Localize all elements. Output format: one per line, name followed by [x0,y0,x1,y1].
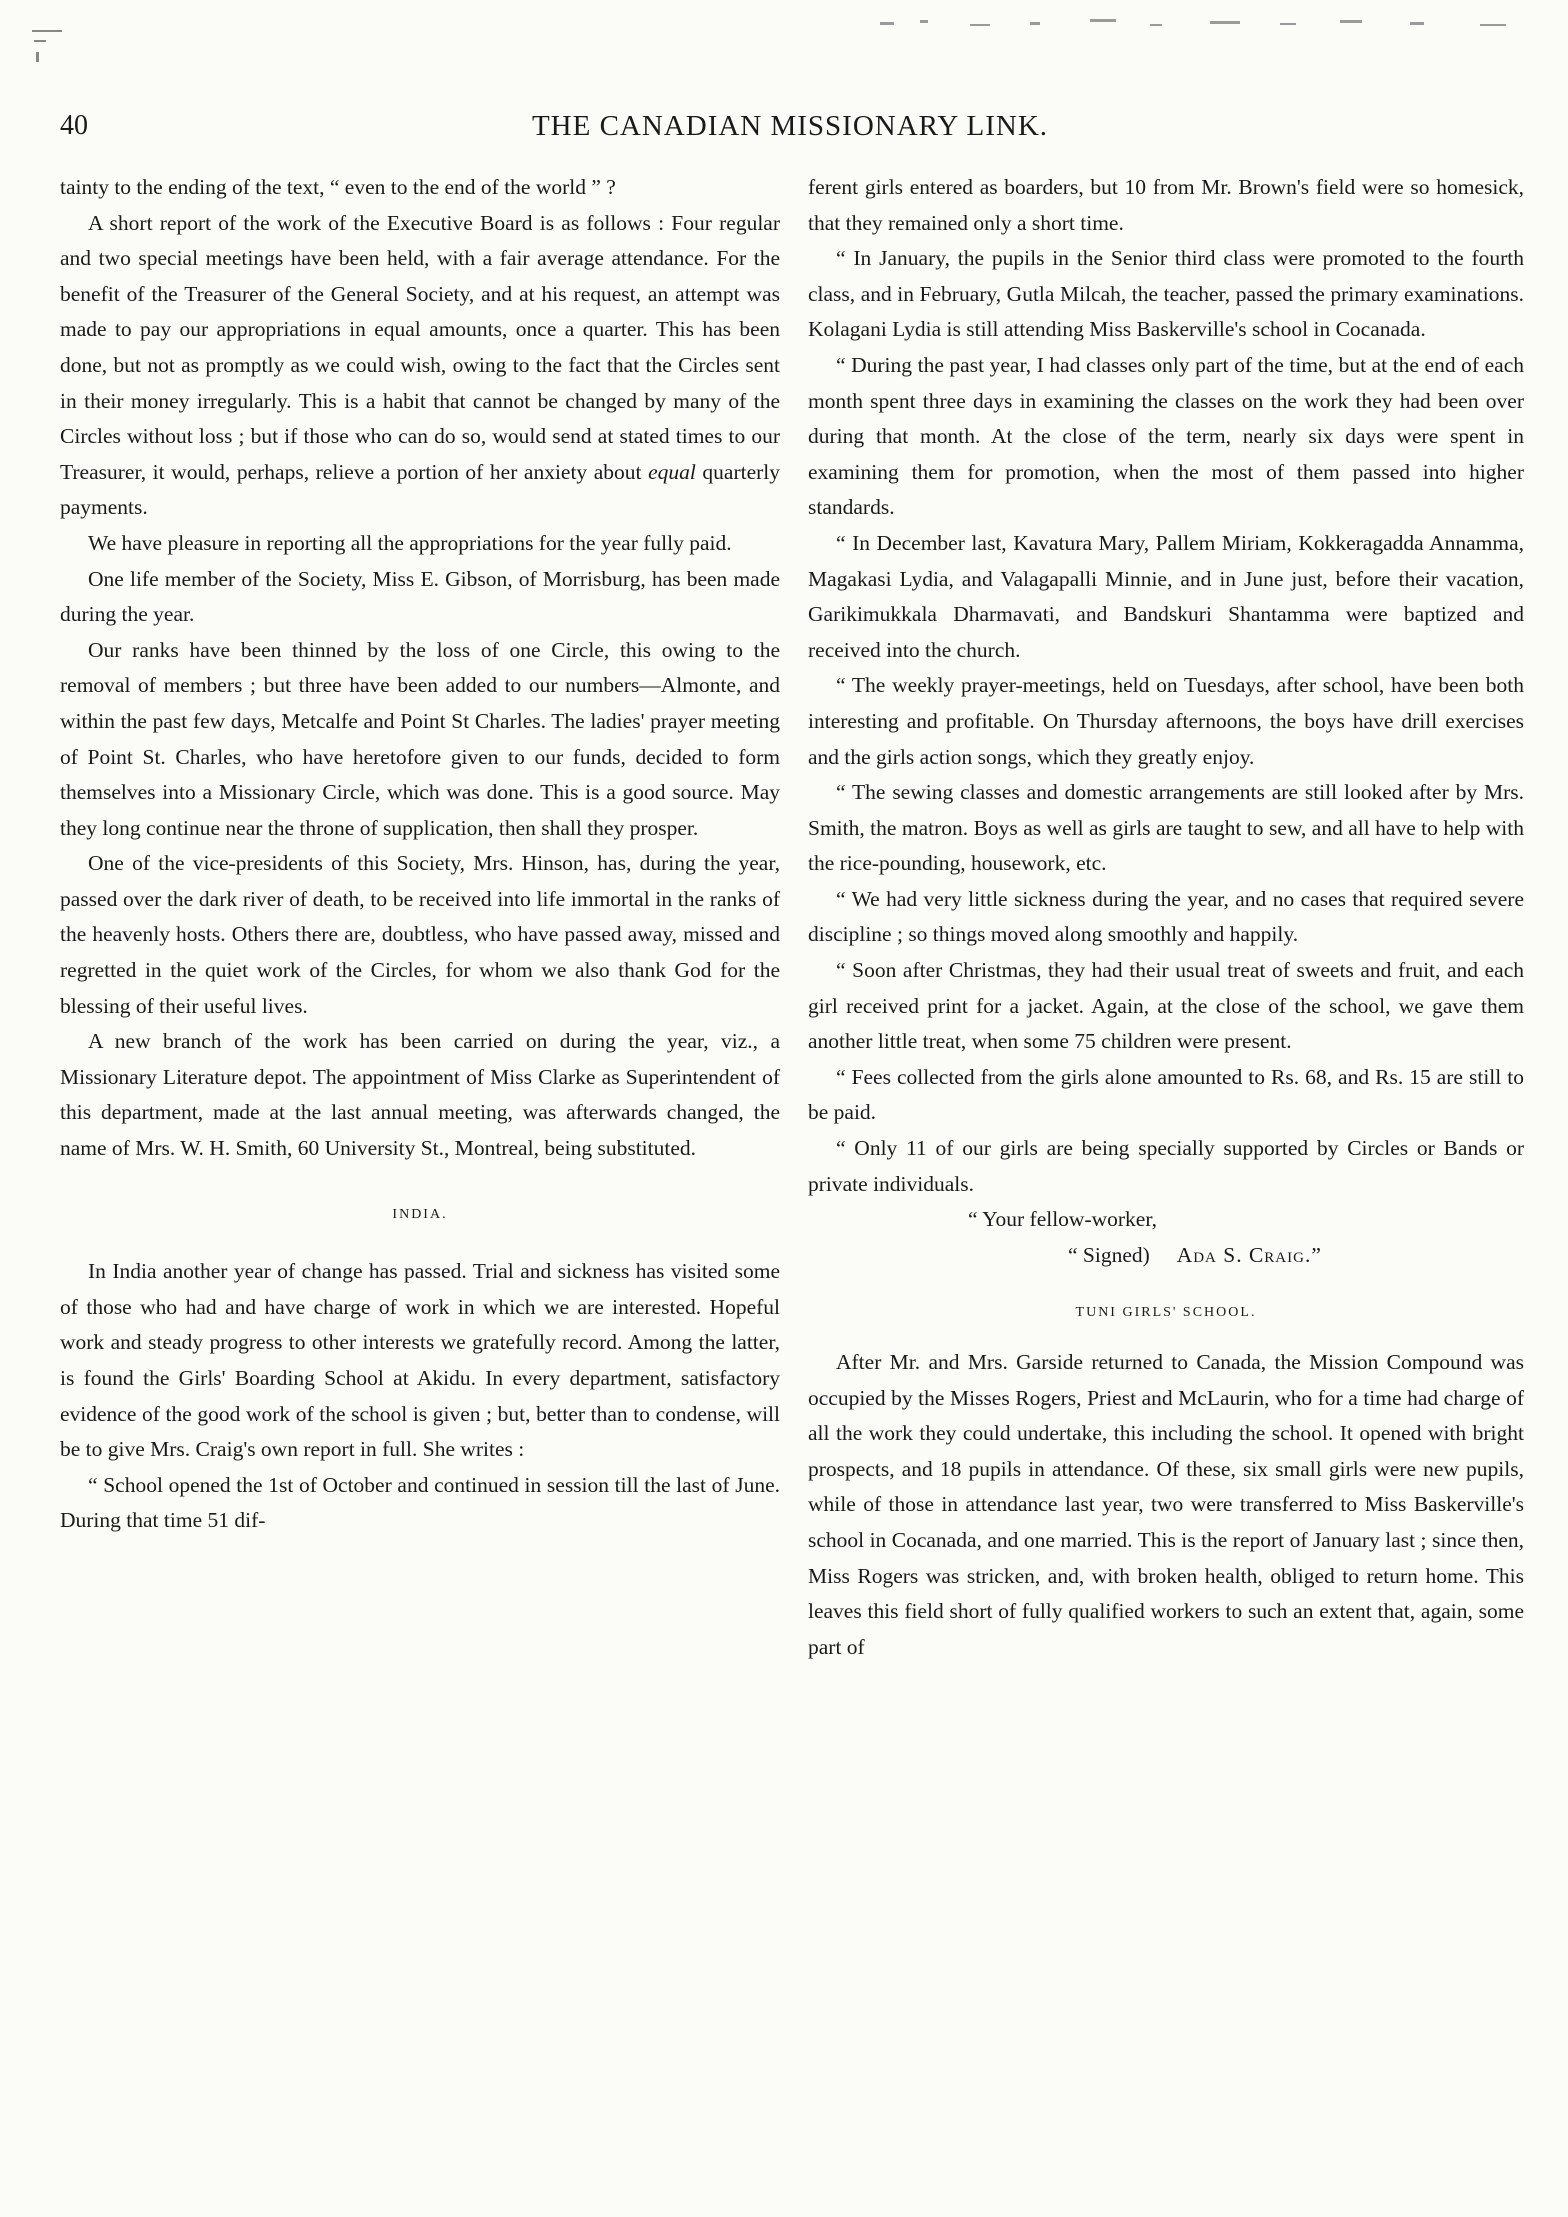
paragraph: “ The sewing classes and domestic arrangements are still looked after by Mrs. Smith, the matron. Boys as well as girls are taught to sew, and all have to help with the rice-pounding, housework, etc. [808,780,1524,876]
paragraph: A new branch of the work has been carried on during the year, viz., a Missionary Literature depot. The appointment of Miss Clarke as Superintendent of this department, made at the last annual meeting, was afterwards changed, the name of Mrs. W. H. Smith, 60 University St., Montreal, being substituted. [60,1029,780,1161]
paragraph: “ We had very little sickness during the year, and no cases that required severe discipline ; so things moved along smoothly and happily. [808,886,1524,947]
paragraph: After Mr. and Mrs. Garside returned to Canada, the Mission Compound was occupied by the Misses Rogers, Priest and McLaurin, who for a time had charge of all the work they could undertake, this including the school. It opened with bright prospects, and 18 pupils in attendance. Of these, six small girls were new pupils, while of those in attendance last year, two were transferred to Miss Baskerville's school in Cocanada, and one married. This is the report of January last ; since then, Miss Rogers was stricken, and, with broken health, obliged to return home. This leaves this field short of fully qualified workers to such an extent that, again, some part of [808,1350,1524,1659]
left-column [60,170,780,1539]
paragraph: tainty to the ending of the text, “ even to the end of the world ” ? [60,175,616,199]
paragraph: “ During the past year, I had classes only part of the time, but at the end of each month spent three days in examining the classes on the work they had been over during that month. At the close of the term, nearly six days were spent in examining them for promotion, when the most of them passed into higher standards. [808,352,1524,520]
closing-line: “ Your fellow-worker, [968,1207,1158,1232]
running-title: THE CANADIAN MISSIONARY LINK. [531,110,1049,142]
section-heading-tuni: TUNI GIRLS' SCHOOL. [1075,1305,1257,1321]
paragraph: In India another year of change has passed. Trial and sickness has visited some of those who had and have charge of work in which we are interested. Hopeful work and steady progress to other interests we gratefully record. Among the latter, is found the Girls' Boarding School at Akidu. In every department, satisfactory evidence of the good work of the school is given ; but, better than to condense, will be to give Mrs. Craig's own report in full. She writes : [60,1259,780,1462]
scan-mark [30,22,80,82]
paragraph: “ The weekly prayer-meetings, held on Tuesdays, after school, have been both interesting and profitable. On Thursday afternoons, the boys have drill exercises and the girls action songs, which they greatly enjoy. [808,673,1524,769]
paragraph: “ School opened the 1st of October and continued in session till the last of June. During that time 51 dif- [60,1472,780,1533]
signature: Ada S. Craig.” [1176,1242,1322,1267]
paragraph: We have pleasure in reporting all the appropriations for the year fully paid. [88,530,732,555]
paragraph: One life member of the Society, Miss E. Gibson, of Morrisburg, has been made during the year. [60,566,780,627]
paragraph: A short report of the work of the Executive Board is as follows : Four regular and two special meetings have been held, with a fair average attendance. For the benefit of the Treasurer of the General Society, and at his request, an attempt was made to pay our appropriations in equal amounts, once a quarter. This has been done, but not as promptly as we could wish, owing to the fact that the Circles sent in their money irregularly. This is a habit that cannot be changed by many of the Circles without loss ; but if those who can do so, would send at stated times to our Treasurer, it would, perhaps, relieve a portion of her anxiety about equal quarterly payments. [60,210,781,520]
paragraph: One of the vice-presidents of this Society, Mrs. Hinson, has, during the year, passed over the dark river of death, to be received into life immortal in the ranks of the heavenly hosts. Others there are, doubtless, who have passed away, missed and regretted in the quiet work of the Circles, for whom we also thank God for the blessing of their useful lives. [60,851,780,1018]
paragraph: ferent girls entered as boarders, but 10 from Mr. Brown's field were so homesick, that they remained only a short time. [808,175,1524,235]
section-heading-india: INDIA. [392,1206,448,1222]
right-column [808,170,1524,1665]
paragraph: “ Only 11 of our girls are being specially supported by Circles or Bands or private individuals. [808,1136,1524,1196]
paragraph: “ In January, the pupils in the Senior third class were promoted to the fourth class, and in February, Gutla Milcah, the teacher, passed the primary examinations. Kolagani Lydia is still attending Miss Baskerville's school in Cocanada. [808,246,1524,342]
signature-line: “ Signed) Ada S. Craig.” [1068,1242,1322,1267]
page-header [60,110,1520,150]
page-number: 40 [60,110,88,141]
paragraph: Our ranks have been thinned by the loss of one Circle, this owing to the removal of members ; but three have been added to our numbers—Almonte, and within the past few days, Metcalfe and Point St Charles. The ladies' prayer meeting of Point St. Charles, who have heretofore given to our funds, decided to form themselves into a Missionary Circle, which was done. This is a good source. May they long continue near the throne of supplication, then shall they prosper. [60,637,780,840]
paragraph: “ Soon after Christmas, they had their usual treat of sweets and fruit, and each girl received print for a jacket. Again, at the close of the school, we gave them another little treat, when some 75 children were present. [808,958,1524,1054]
scan-noise [880,10,1540,40]
paragraph: “ In December last, Kavatura Mary, Pallem Miriam, Kokkeragadda Annamma, Magakasi Lydia, and Valagapalli Minnie, and in June just, before their vacation, Garikimukkala Dharmavati, and Bandskuri Shantamma were baptized and received into the church. [808,530,1524,662]
paragraph: “ Fees collected from the girls alone amounted to Rs. 68, and Rs. 15 are still to be paid. [808,1064,1524,1125]
